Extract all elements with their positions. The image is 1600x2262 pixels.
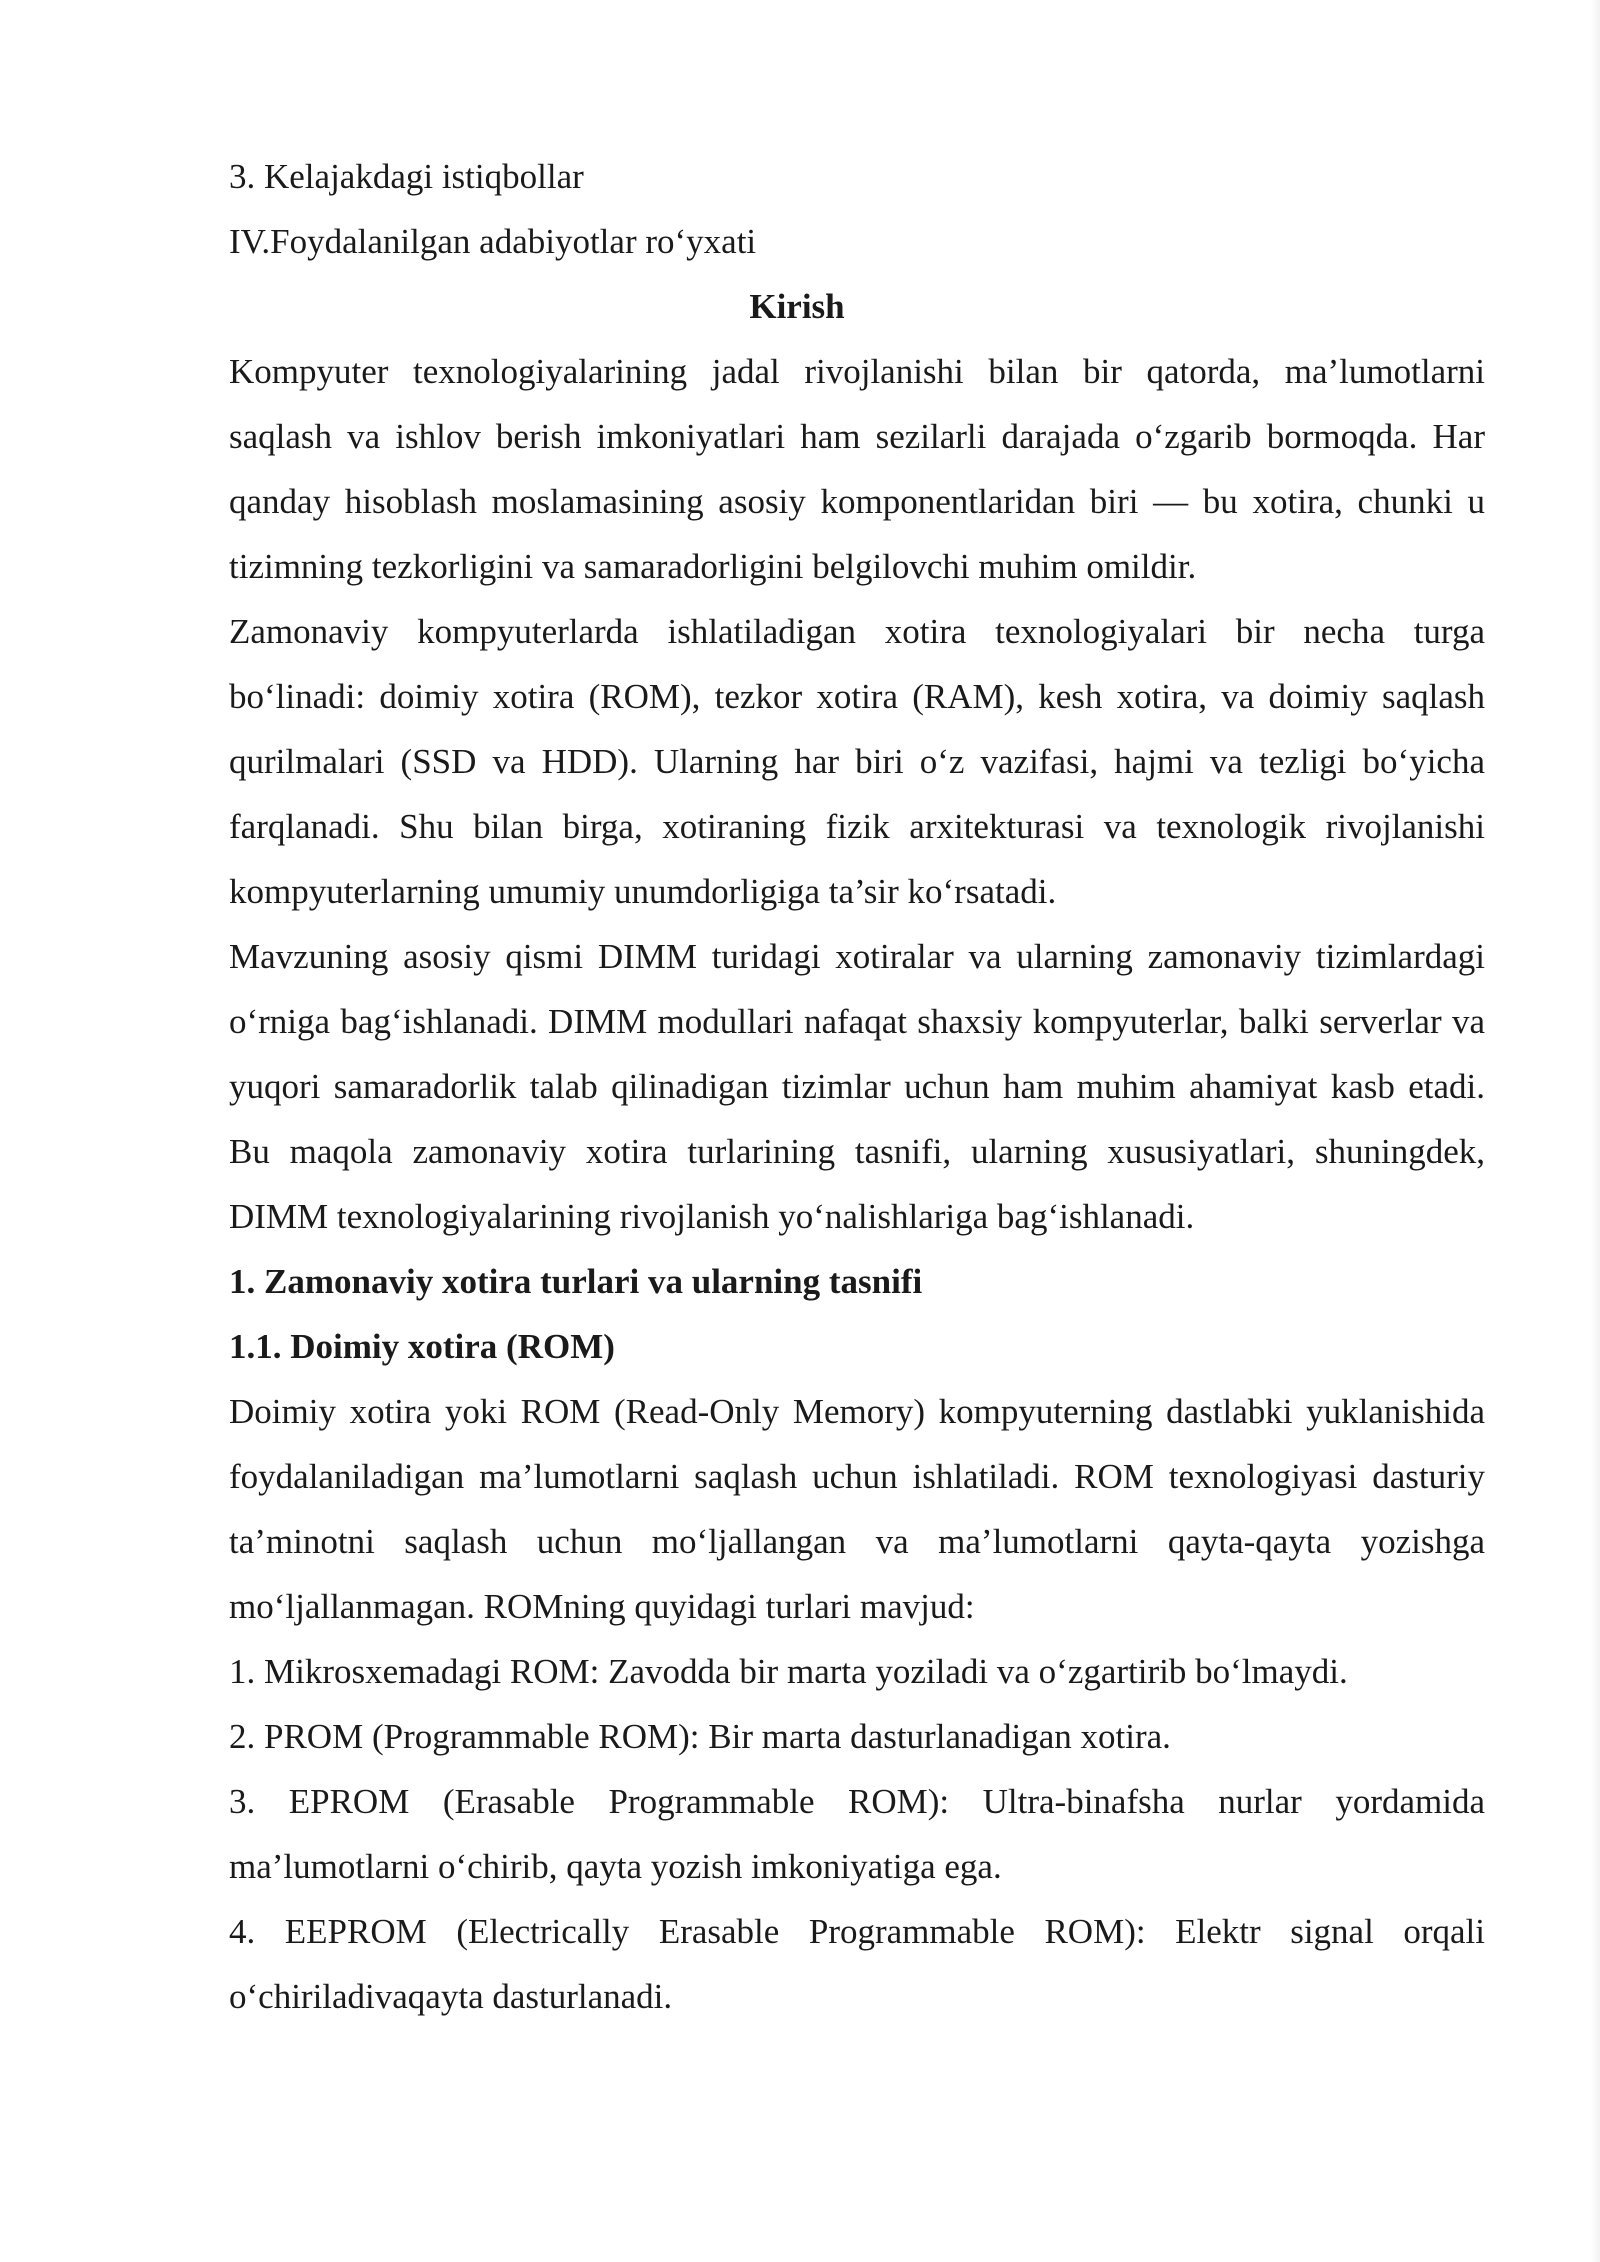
intro-paragraph-2: Zamonaviy kompyuterlarda ishlatiladigan xotira texnologiyalari bir necha turga bo‘linadi: doimiy xotira (ROM), tezkor xotira (RAM), kesh xotira, va doimiy saqlash qurilmalari (SSD va HDD). Ularning har biri o‘z vazifasi, hajmi va tezligi bo‘yicha farqlanadi. Shu bilan birga, xotiraning fizik arxitekturasi va texnologik rivojlanishi kompyuterlarning umumiy unumdorligiga ta’sir ko‘rsatadi. [229,612,1485,911]
toc-item-3: 3. Kelajakdagi istiqbollar [229,157,584,196]
intro-paragraph-3: Mavzuning asosiy qismi DIMM turidagi xotiralar va ularning zamonaviy tizimlardagi o‘rniga bag‘ishlanadi. DIMM modullari nafaqat shaxsiy kompyuterlar, balki serverlar va yuqori samaradorlik talab qilinadigan tizimlar uchun ham muhim ahamiyat kasb etadi. Bu maqola zamonaviy xotira turlarining tasnifi, ularning xususiyatlari, shuningdek, DIMM texnologiyalarining rivojlanish yo‘nalishlariga bag‘ishlanadi. [229,937,1485,1236]
rom-list-item-3: 3. EPROM (Erasable Programmable ROM): Ultra-binafsha nurlar yordamida ma’lumotlarni o‘chirib, qayta yozish imkoniyatiga ega. [229,1782,1485,1886]
rom-list-item-1: 1. Mikrosxemadagi ROM: Zavodda bir marta yoziladi va o‘zgartirib bo‘lmaydi. [229,1652,1348,1691]
rom-list-item-4: 4. EEPROM (Electrically Erasable Programmable ROM): Elektr signal orqali o‘chiriladivaqayta dasturlanadi. [229,1912,1485,2016]
document-body [229,144,1485,2029]
rom-paragraph: Doimiy xotira yoki ROM (Read-Only Memory) kompyuterning dastlabki yuklanishida foydalaniladigan ma’lumotlarni saqlash uchun ishlatiladi. ROM texnologiyasi dasturiy ta’minotni saqlash uchun mo‘ljallangan va ma’lumotlarni qayta-qayta yozishga mo‘ljallanmagan. ROMning quyidagi turlari mavjud: [229,1392,1485,1626]
subsection-1-1-heading: 1.1. Doimiy xotira (ROM) [229,1327,615,1366]
intro-paragraph-1: Kompyuter texnologiyalarining jadal rivojlanishi bilan bir qatorda, ma’lumotlarni saqlash va ishlov berish imkoniyatlari ham sezilarli darajada o‘zgarib bormoqda. Har qanday hisoblash moslamasining asosiy komponentlaridan biri — bu xotira, chunki u tizimning tezkorligini va samaradorligini belgilovchi muhim omildir. [229,352,1485,586]
intro-title: Kirish [749,287,845,326]
section-1-heading: 1. Zamonaviy xotira turlari va ularning tasnifi [229,1262,923,1301]
page-edge-shadow [1590,0,1600,2262]
toc-item-iv: IV.Foydalanilgan adabiyotlar ro‘yxati [229,222,757,261]
rom-list-item-2: 2. PROM (Programmable ROM): Bir marta dasturlanadigan xotira. [229,1717,1171,1756]
